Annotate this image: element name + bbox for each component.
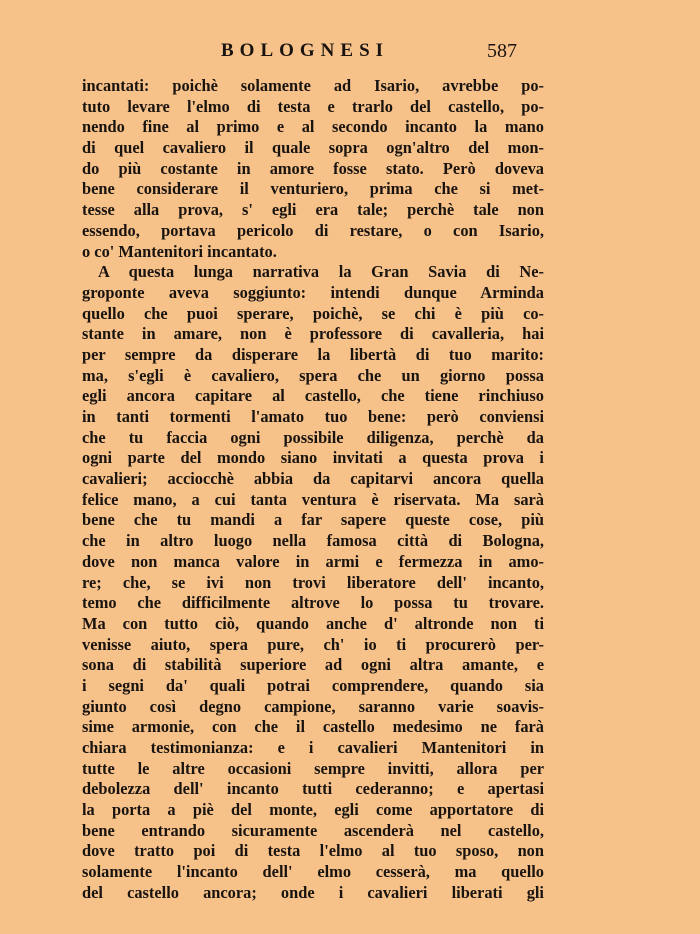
text-line: quello che puoi sperare, poichè, se chi è più co- [82, 303, 544, 323]
text-line: incantati: poichè solamente ad Isario, avrebbe po- [82, 76, 544, 95]
text-line: cavalieri; acciocchè abbia da capitarvi ancora quella [82, 469, 544, 489]
body-text [82, 76, 544, 904]
text-line: giunto così degno campione, saranno varie soavis- [82, 696, 544, 716]
text-line: do più costante in amore fosse stato. Però doveva [82, 158, 544, 178]
running-title: BOLOGNESI [221, 40, 390, 61]
text-line: tutte le altre occasioni sempre invitti, allora per [82, 758, 544, 778]
text-line: i segni da' quali potrai comprendere, quando sia [82, 675, 544, 695]
text-line: di quel cavaliero il quale sopra ogn'altro del mon- [82, 138, 544, 158]
text-line: debolezza dell' incanto tutti cederanno; e apertasi [82, 779, 544, 799]
text-line: in tanti tormenti l'amato tuo bene: però conviensi [82, 407, 544, 426]
page-number: 587 [487, 40, 517, 62]
text-line: egli ancora capitare al castello, che tiene rinchiuso [82, 386, 544, 406]
text-line: dove non manca valore in armi e fermezza in amo- [82, 551, 544, 571]
text-line: essendo, portava pericolo di restare, o con Isario, [82, 220, 544, 240]
text-line: del castello ancora; onde i cavalieri liberati gli [82, 882, 544, 902]
text-line: sime armonie, con che il castello medesimo ne farà [82, 717, 544, 737]
text-line: bene considerare il venturiero, prima che si met- [82, 179, 544, 199]
text-line: ogni parte del mondo siano invitati a questa prova i [82, 448, 544, 468]
text-line: dove tratto poi di testa l'elmo al tuo sposo, non [82, 841, 544, 861]
paragraph-start-line: A questa lunga narrativa la Gran Savia di Ne- [98, 262, 544, 282]
text-line: che in altro luogo nella famosa città di Bologna, [82, 531, 544, 551]
text-line: temo che difficilmente altrove lo possa tu trovare. [82, 593, 544, 613]
text-line: per sempre da disperare la libertà di tuo marito: [82, 344, 544, 364]
running-head [0, 40, 700, 66]
text-line: la porta a piè del monte, egli come apportatore di [82, 800, 544, 820]
text-line: nendo fine al primo e al secondo incanto la mano [82, 117, 544, 137]
text-line: o co' Mantenitori incantato. [82, 241, 277, 261]
text-line: bene che tu mandi a far sapere queste cose, più [82, 510, 544, 530]
text-line: groponte aveva soggiunto: intendi dunque Arminda [82, 282, 544, 302]
text-line: tesse alla prova, s' egli era tale; perchè tale non [82, 200, 544, 220]
text-line: chiara testimonianza: e i cavalieri Mantenitori in [82, 738, 544, 757]
text-line: re; che, se ivi non trovi liberatore dell' incanto, [82, 572, 544, 592]
text-line: felice mano, a cui tanta ventura è riservata. Ma sarà [82, 489, 544, 509]
text-line: sona di stabilità superiore ad ogni altra amante, e [82, 655, 544, 675]
text-line: che tu faccia ogni possibile diligenza, perchè da [82, 427, 544, 447]
text-line: Ma con tutto ciò, quando anche d' altronde non ti [82, 613, 544, 633]
text-line: venisse aiuto, spera pure, ch' io ti procurerò per- [82, 634, 544, 654]
text-line: stante in amare, non è professore di cavalleria, hai [82, 324, 544, 344]
text-line: ma, s'egli è cavaliero, spera che un giorno possa [82, 365, 544, 385]
text-line: bene entrando sicuramente ascenderà nel castello, [82, 820, 544, 840]
text-line: tuto levare l'elmo di testa e trarlo del castello, po- [82, 96, 544, 116]
text-line: solamente l'incanto dell' elmo cesserà, ma quello [82, 862, 544, 882]
